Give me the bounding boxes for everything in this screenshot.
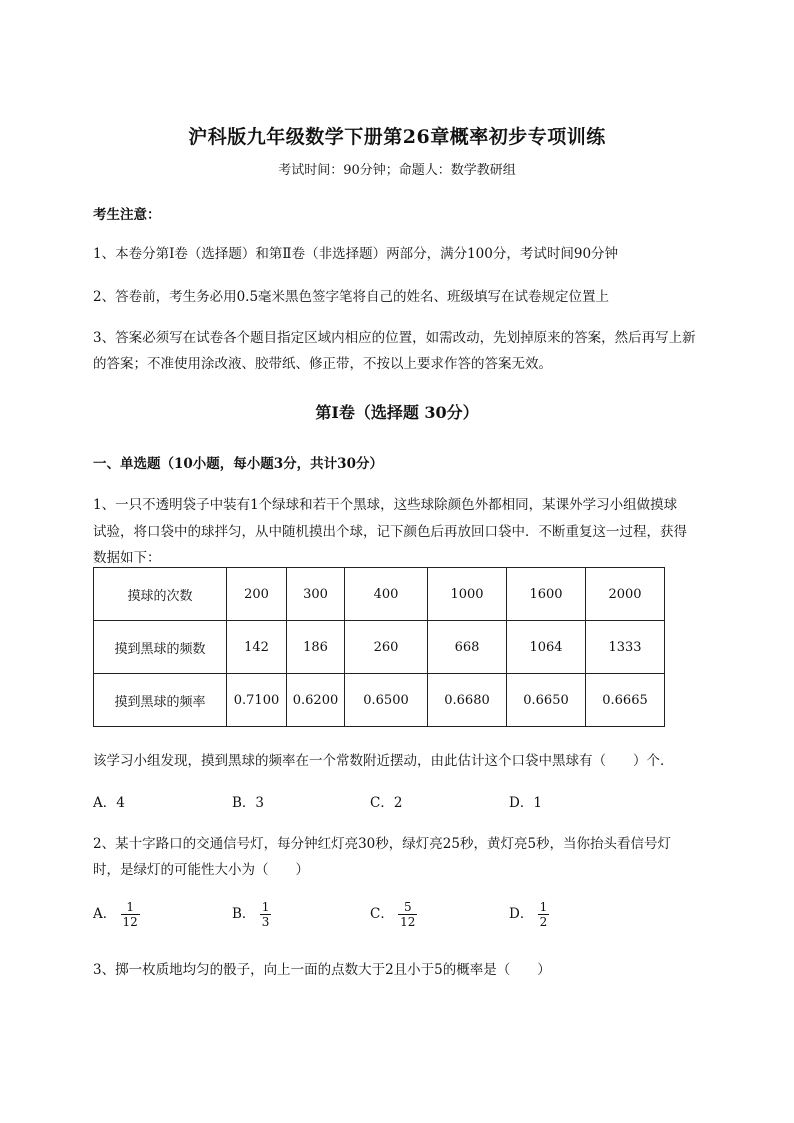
table-cell: 0.6500 <box>345 674 428 727</box>
q2-option-c[interactable] <box>370 900 417 929</box>
q1-option-b[interactable]: B．3 <box>232 795 265 811</box>
q1-option-d[interactable]: D．1 <box>509 795 542 811</box>
q1-line-1: 1、一只不透明袋子中装有1个绿球和若干个黑球，这些球除颜色外都相同，某课外学习小组做摸球 <box>93 497 678 513</box>
q2-option-a[interactable] <box>93 900 140 929</box>
q1-after-text: 该学习小组发现，摸到黑球的频率在一个常数附近摆动，由此估计这个口袋中黑球有（ ）个． <box>93 753 674 769</box>
table-cell: 260 <box>345 621 428 674</box>
table-cell: 1333 <box>586 621 665 674</box>
table-cell: 摸到黑球的频率 <box>94 674 227 727</box>
fraction-denominator: 12 <box>400 915 416 929</box>
q3-line-1: 3、掷一枚质地均匀的骰子，向上一面的点数大于2且小于5的概率是（ ） <box>93 962 551 978</box>
table-cell: 0.7100 <box>227 674 287 727</box>
fraction-denominator: 12 <box>122 915 138 929</box>
notice-line-2: 2、答卷前，考生务必用0.5毫米黑色签字笔将自己的姓名、班级填写在试卷规定位置上 <box>93 289 610 305</box>
table-row <box>94 674 665 727</box>
option-label: A． <box>93 906 117 922</box>
table-cell: 摸到黑球的频数 <box>94 621 227 674</box>
fraction <box>121 900 140 929</box>
fraction <box>260 900 272 929</box>
table-cell: 200 <box>227 568 287 621</box>
table-cell: 142 <box>227 621 287 674</box>
part-heading: 一、单选题（10小题，每小题3分，共计30分） <box>93 456 383 472</box>
frequency-table <box>93 567 665 727</box>
notice-line-3a: 3、答案必须写在试卷各个题目指定区域内相应的位置，如需改动，先划掉原来的答案，然后再写上新 <box>93 330 696 346</box>
q1-line-2: 试验，将口袋中的球拌匀，从中随机摸出个球，记下颜色后再放回口袋中．不断重复这一过程，获得 <box>93 524 687 540</box>
table-cell: 300 <box>287 568 345 621</box>
table-cell: 0.6665 <box>586 674 665 727</box>
fraction <box>398 900 417 929</box>
table-cell: 2000 <box>586 568 665 621</box>
q1-option-a[interactable]: A．4 <box>93 795 125 811</box>
fraction-numerator: 1 <box>121 900 140 915</box>
page-title: 沪科版九年级数学下册第26章概率初步专项训练 <box>188 126 606 148</box>
table-cell: 186 <box>287 621 345 674</box>
table-cell: 0.6200 <box>287 674 345 727</box>
notice-heading: 考生注意： <box>93 207 161 223</box>
table-cell: 1064 <box>507 621 586 674</box>
option-label: C． <box>370 906 394 922</box>
option-label: B． <box>232 906 256 922</box>
fraction-numerator: 5 <box>398 900 417 915</box>
notice-line-1: 1、本卷分第I卷（选择题）和第Ⅱ卷（非选择题）两部分，满分100分，考试时间90分钟 <box>93 246 619 262</box>
fraction-numerator: 1 <box>261 900 270 914</box>
option-label: D． <box>509 906 534 922</box>
q2-line-1: 2、某十字路口的交通信号灯，每分钟红灯亮30秒，绿灯亮25秒，黄灯亮5秒，当你抬头看信号灯 <box>93 836 672 852</box>
q2-option-b[interactable] <box>232 900 271 929</box>
q1-option-c[interactable]: C．2 <box>370 795 403 811</box>
q1-line-3: 数据如下： <box>93 550 161 566</box>
table-cell: 1600 <box>507 568 586 621</box>
table-row <box>94 621 665 674</box>
table-row <box>94 568 665 621</box>
q2-option-d[interactable] <box>509 900 549 929</box>
section-title: 第I卷（选择题 30分） <box>315 403 479 422</box>
fraction <box>538 900 550 929</box>
fraction-denominator: 2 <box>539 915 548 929</box>
table-cell: 1000 <box>428 568 507 621</box>
fraction-denominator: 3 <box>261 915 270 929</box>
table-cell: 0.6680 <box>428 674 507 727</box>
table-cell: 668 <box>428 621 507 674</box>
table-cell: 摸球的次数 <box>94 568 227 621</box>
exam-subtitle: 考试时间：90分钟；命题人：数学教研组 <box>278 163 516 178</box>
table-cell: 0.6650 <box>507 674 586 727</box>
fraction-numerator: 1 <box>539 900 548 914</box>
q2-line-2: 时，是绿灯的可能性大小为（ ） <box>93 862 309 878</box>
notice-line-3b: 的答案；不准使用涂改液、胶带纸、修正带，不按以上要求作答的答案无效。 <box>93 356 552 372</box>
table-cell: 400 <box>345 568 428 621</box>
